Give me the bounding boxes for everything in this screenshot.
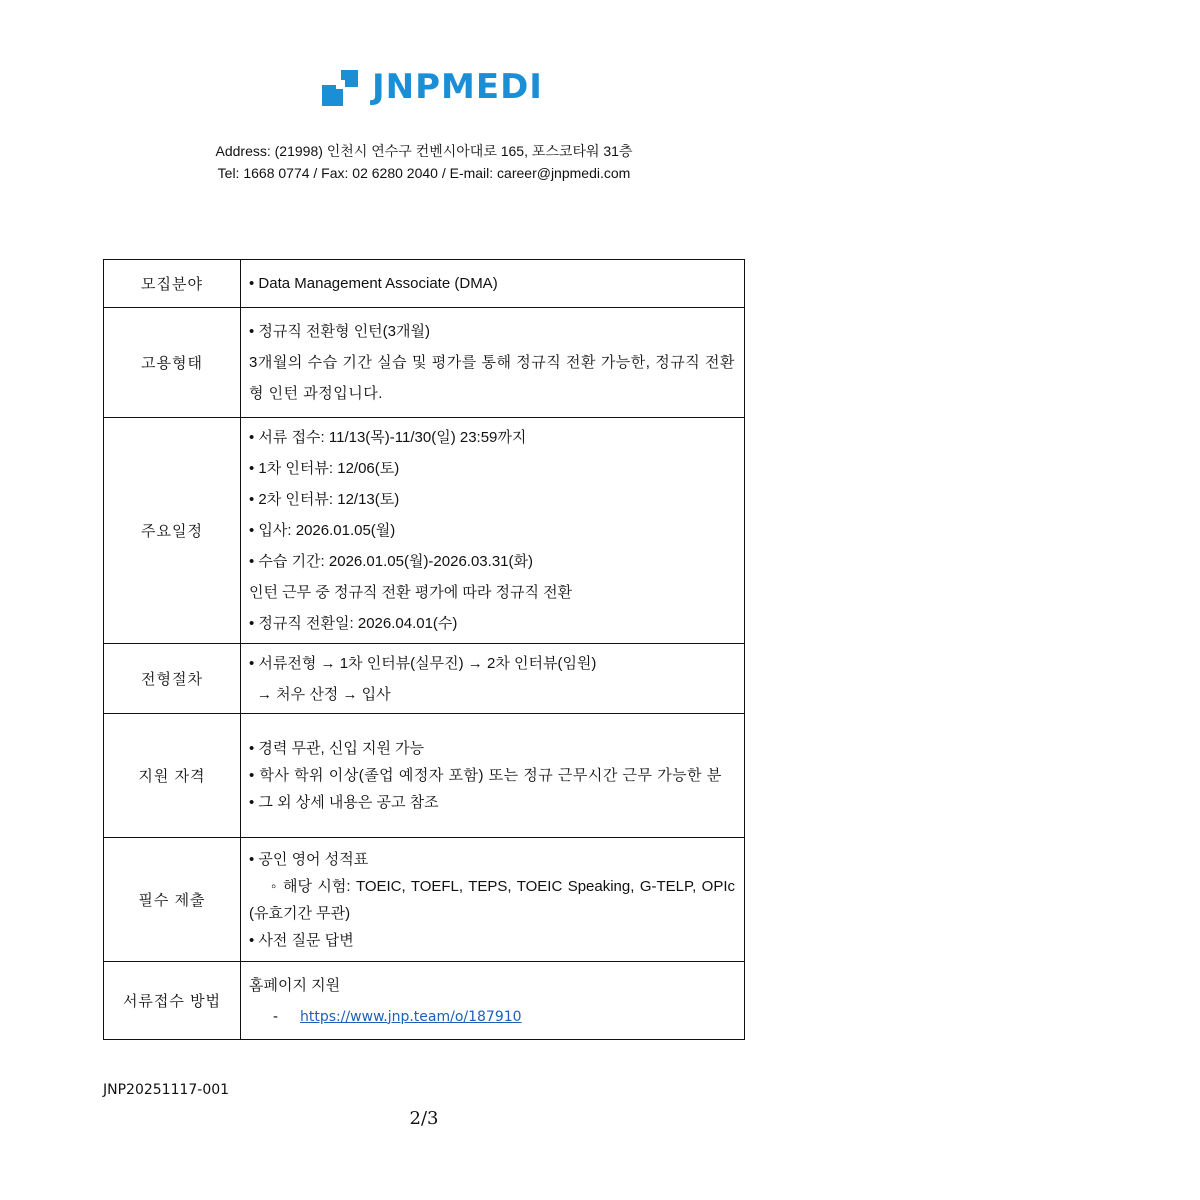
schedule-item: • 정규직 전환일: 2026.04.01(수): [249, 615, 458, 632]
apply-method: 홈페이지 지원: [249, 976, 341, 994]
apply-link[interactable]: https://www.jnp.team/o/187910: [300, 1008, 522, 1025]
row-process: [104, 644, 745, 714]
company-logo: [322, 66, 543, 108]
row-label-employment: 고용형태: [104, 308, 241, 418]
row-label-field: 모집분야: [104, 260, 241, 308]
row-apply: [104, 962, 745, 1040]
logo-text: JNPMEDI: [372, 67, 543, 107]
logo-mark-icon: [322, 68, 360, 106]
row-employment: [104, 308, 745, 418]
recruitment-table: [103, 259, 745, 1040]
required-item: • 공인 영어 성적표: [249, 850, 369, 868]
required-item: ◦ 해당 시험: TOEIC, TOEFL, TEPS, TOEIC Speaking, G-TELP, OPIc (유효기간 무관): [249, 877, 735, 922]
schedule-item: • 서류 접수: 11/13(목)-11/30(일) 23:59까지: [249, 429, 527, 446]
schedule-item: • 2차 인터뷰: 12/13(토): [249, 491, 400, 508]
row-required: [104, 838, 745, 962]
schedule-item: 인턴 근무 중 정규직 전환 평가에 따라 정규직 전환: [249, 584, 573, 601]
row-label-schedule: 주요일정: [104, 418, 241, 644]
company-contact: Tel: 1668 0774 / Fax: 02 6280 2040 / E-mail: career@jnpmedi.com: [217, 165, 631, 181]
row-label-qualification: 지원 자격: [104, 714, 241, 838]
row-schedule: [104, 418, 745, 644]
row-label-required: 필수 제출: [104, 838, 241, 962]
qualification-item: • 경력 무관, 신입 지원 가능: [249, 740, 425, 757]
row-content-qualification: [241, 714, 745, 838]
employment-bullet: • 정규직 전환형 인턴(3개월): [249, 323, 430, 340]
required-item: • 사전 질문 답변: [249, 931, 354, 949]
row-qualification: [104, 714, 745, 838]
row-content-process: [241, 644, 745, 714]
row-content-field: [241, 260, 745, 308]
process-step: → 처우 산정 → 입사: [257, 685, 391, 703]
row-content-schedule: [241, 418, 745, 644]
schedule-item: • 입사: 2026.01.05(월): [249, 522, 396, 539]
apply-link-line: [249, 1001, 735, 1032]
field-text: • Data Management Associate (DMA): [249, 275, 498, 292]
row-content-employment: [241, 308, 745, 418]
schedule-item: • 수습 기간: 2026.01.05(월)-2026.03.31(화): [249, 553, 533, 570]
qualification-item: • 학사 학위 이상(졸업 예정자 포함) 또는 정규 근무시간 근무 가능한 분: [249, 767, 722, 784]
document-number: JNP20251117-001: [103, 1082, 230, 1098]
company-address: Address: (21998) 인천시 연수구 컨벤시아대로 165, 포스코타워 31층: [215, 143, 633, 159]
schedule-item: • 1차 인터뷰: 12/06(토): [249, 460, 400, 477]
row-label-process: 전형절차: [104, 644, 241, 714]
row-label-apply: 서류접수 방법: [104, 962, 241, 1040]
row-content-apply: [241, 962, 745, 1040]
row-content-required: [241, 838, 745, 962]
page-number: 2/3: [409, 1108, 439, 1129]
process-step: • 서류전형 → 1차 인터뷰(실무진) → 2차 인터뷰(임원): [249, 654, 597, 672]
employment-description: 3개월의 수습 기간 실습 및 평가를 통해 정규직 전환 가능한, 정규직 전환형 인턴 과정입니다.: [249, 354, 735, 402]
qualification-item: • 그 외 상세 내용은 공고 참조: [249, 794, 439, 811]
row-field: [104, 260, 745, 308]
list-dash: -: [273, 1007, 278, 1025]
